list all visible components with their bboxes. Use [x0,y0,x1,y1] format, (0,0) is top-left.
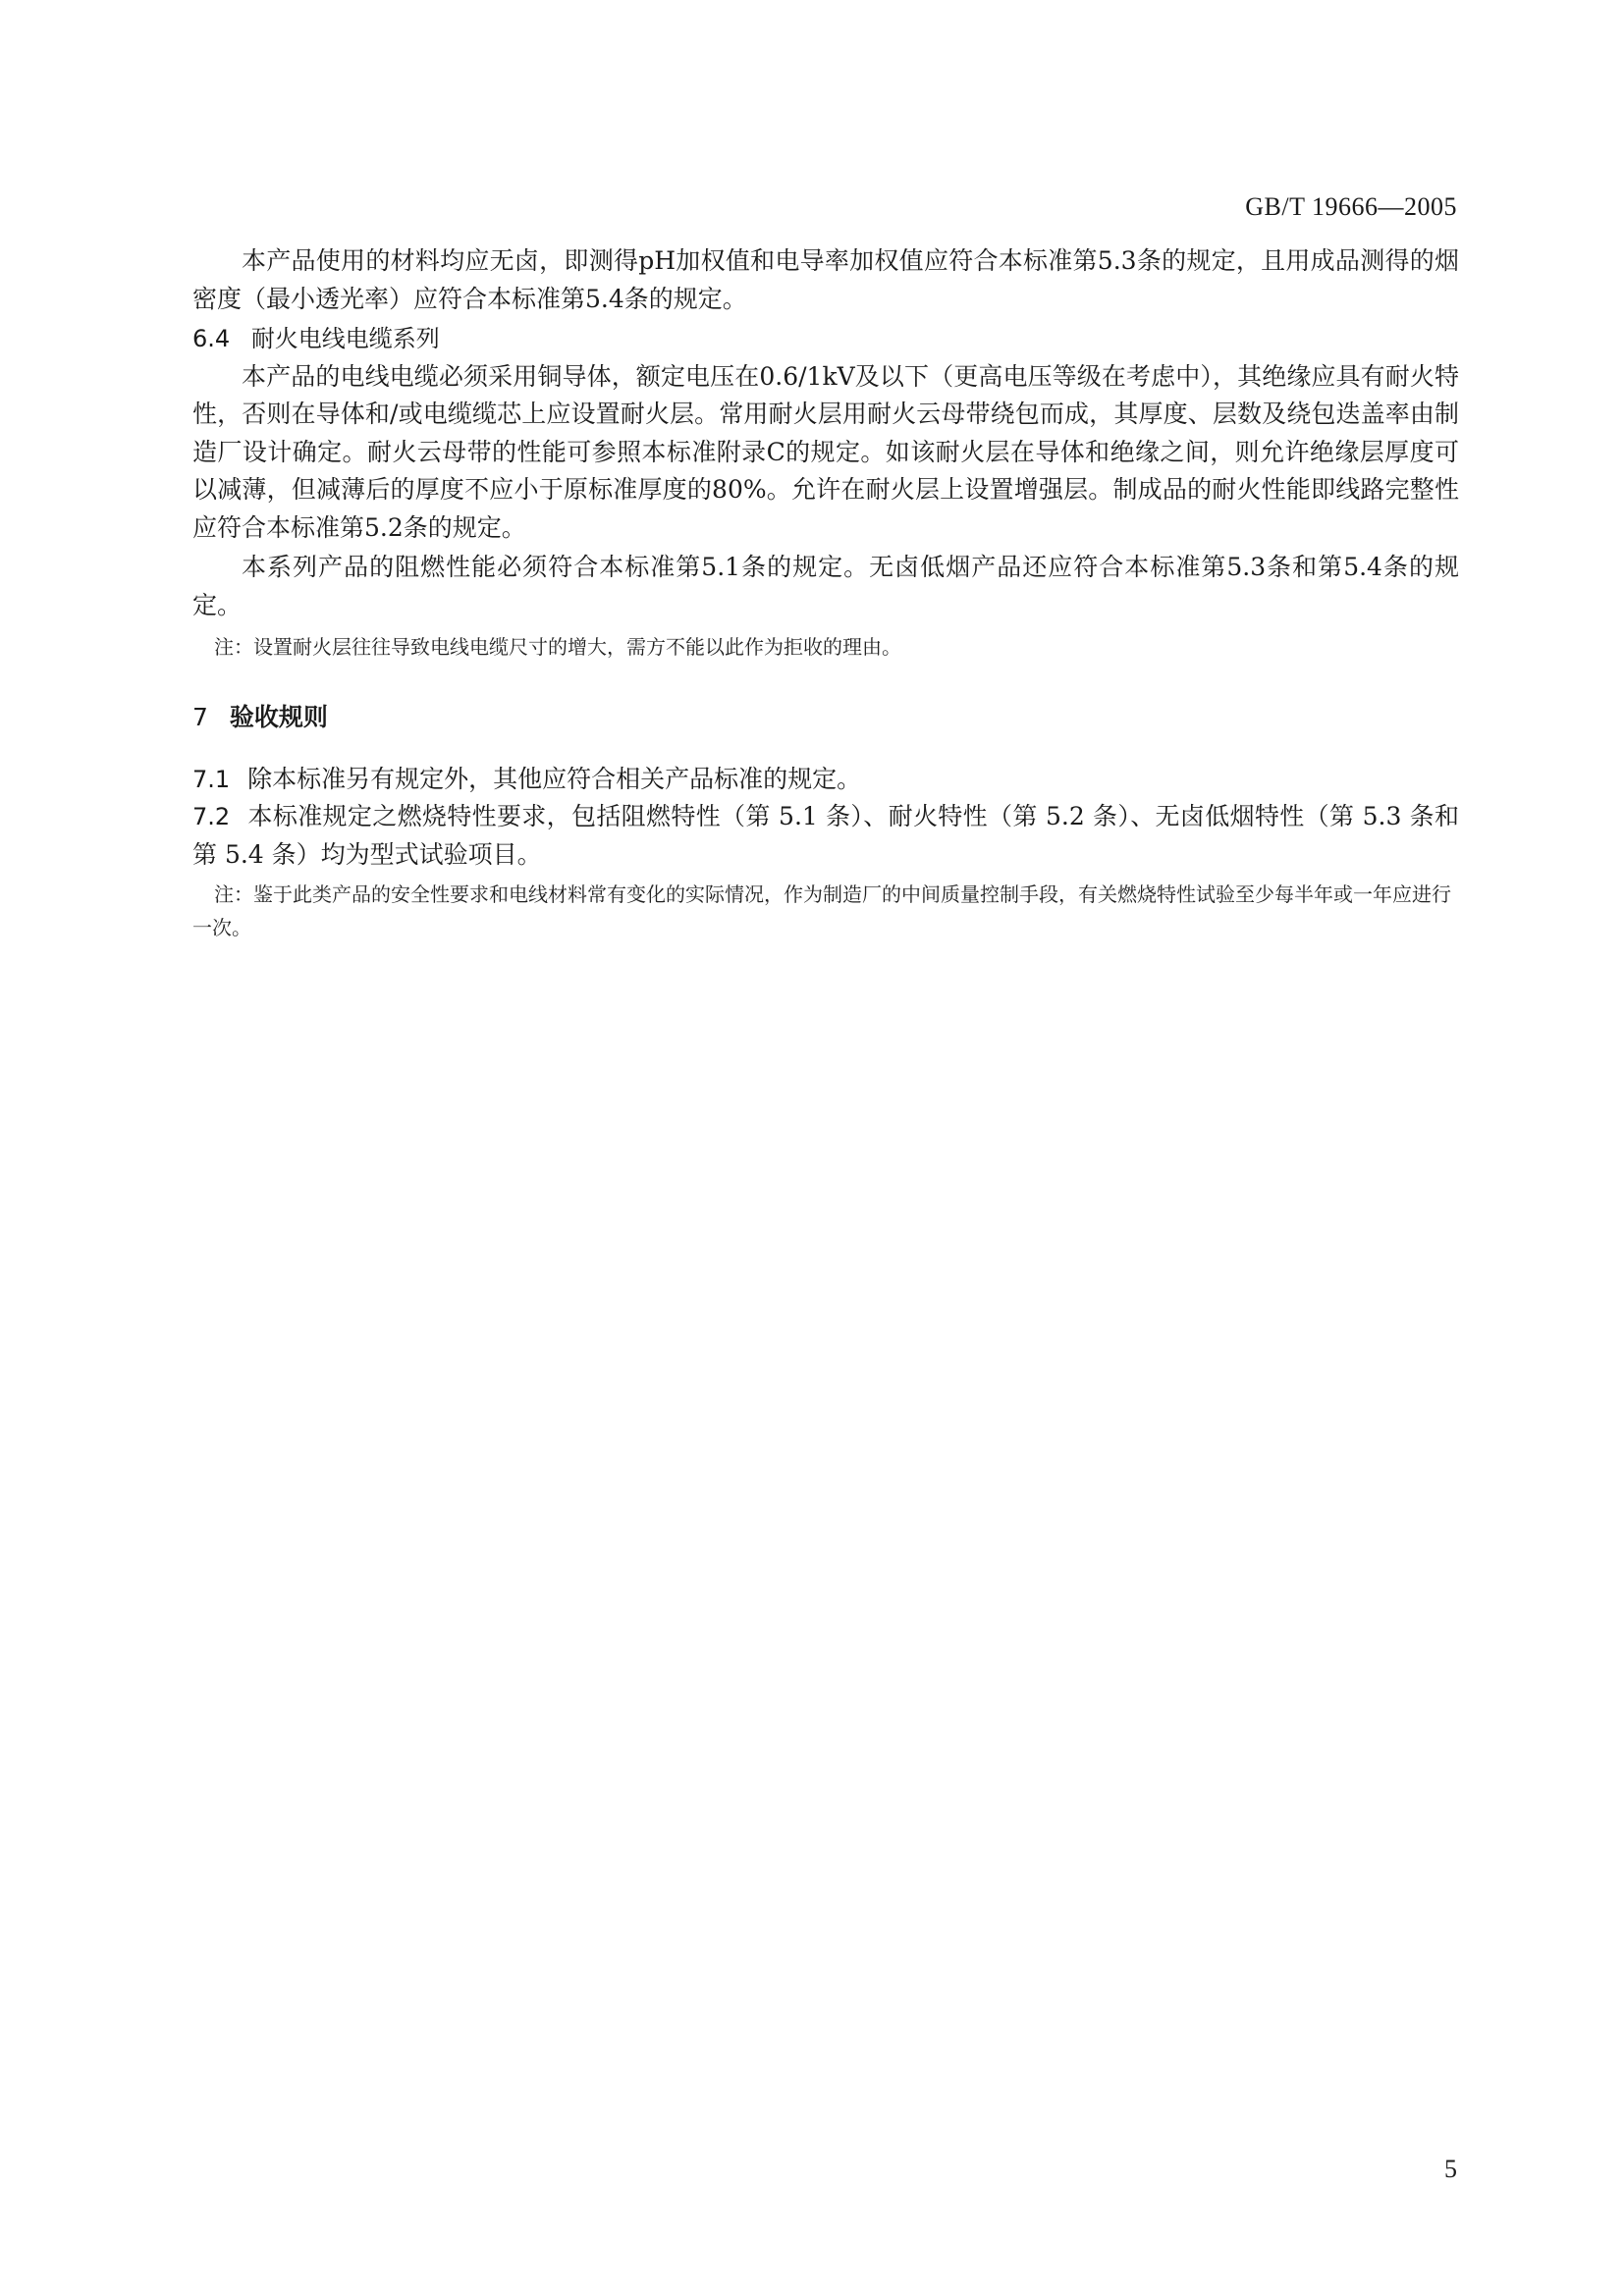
clause-7-1 [192,761,1459,799]
paragraph-fire-resistant-1: 本产品的电线电缆必须采用铜导体，额定电压在0.6/1kV及以下（更高电压等级在考虑中），其绝缘应具有耐火特性，否则在导体和/或电缆缆芯上应设置耐火层。常用耐火层用耐火云母带绕包而成，其厚度、层数及绕包迭盖率由制造厂设计确定。耐火云母带的性能可参照本标准附录C的规定。如该耐火层在导体和绝缘之间，则允许绝缘层厚度可以减薄，但减薄后的厚度不应小于原标准厚度的80%。允许在耐火层上设置增强层。制成品的耐火性能即线路完整性应符合本标准第5.2条的规定。 [192,361,1459,542]
clause-7-2 [192,798,1459,874]
standard-number: GB/T 19666—2005 [1245,192,1457,221]
clause-6-4-heading [192,320,1459,358]
chapter-7-number: 7 [192,703,208,731]
paragraph-fire-resistant-2: 本系列产品的阻燃性能必须符合本标准第5.1条的规定。无卤低烟产品还应符合本标准第5.3条和第5.4条的规定。 [192,553,1459,619]
document-body [192,242,1459,944]
clause-7-2-text: 本标准规定之燃烧特性要求，包括阻燃特性（第 5.1 条）、耐火特性（第 5.2 条）、无卤低烟特性（第 5.3 条和第 5.4 条）均为型式试验项目。 [192,802,1459,869]
clause-6-4-title: 耐火电线电缆系列 [250,325,440,352]
note-7: 注：鉴于此类产品的安全性要求和电线材料常有变化的实际情况，作为制造厂的中间质量控制手段，有关燃烧特性试验至少每半年或一年应进行一次。 [192,882,1451,939]
page-number: 5 [1444,2155,1457,2183]
clause-7-2-number: 7.2 [192,803,231,830]
clause-7-1-text: 除本标准另有规定外，其他应符合相关产品标准的规定。 [247,764,862,793]
note-6-4: 注：设置耐火层往往导致电线电缆尺寸的增大，需方不能以此作为拒收的理由。 [214,635,901,659]
paragraph-halogen-free: 本产品使用的材料均应无卤，即测得pH加权值和电导率加权值应符合本标准第5.3条的规定，且用成品测得的烟密度（最小透光率）应符合本标准第5.4条的规定。 [192,246,1459,313]
clause-6-4-number: 6.4 [192,325,231,352]
chapter-7-title: 验收规则 [229,703,328,731]
clause-7-1-number: 7.1 [192,765,231,793]
chapter-7-heading [192,699,1459,737]
